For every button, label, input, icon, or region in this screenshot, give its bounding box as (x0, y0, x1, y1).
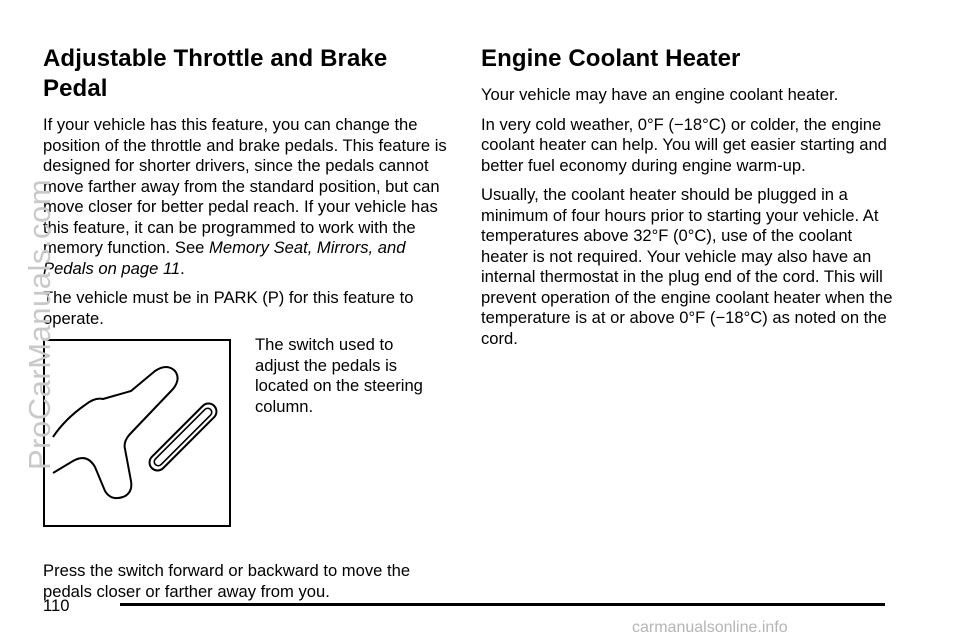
right-column (481, 44, 901, 358)
paragraph-end: . (180, 258, 185, 278)
pedal-switch-figure (43, 335, 453, 551)
throttle-brake-paragraph-1 (43, 115, 453, 279)
pedal-switch-illustration (43, 339, 231, 527)
throttle-brake-paragraph-3: Press the switch forward or backward to move the pedals closer or farther away from you. (43, 561, 411, 601)
paragraph-text: If your vehicle has this feature, you can change the position of the throttle and brake pedals. This feature is designed for shorter drivers, since the pedals cannot move farther away from the standard position, but can move closer for better pedal reach. If your vehicle has this feature, it can be programmed to work with the memory function. See (43, 115, 447, 257)
memory-seat-reference-link[interactable]: Memory Seat, Mirrors, and Pedals on page 11 (43, 238, 406, 278)
figure-caption: The switch used to adjust the pedals is located on the steering column. (255, 335, 423, 416)
bottom-watermark: carmanualsonline.info (632, 619, 788, 636)
coolant-heater-paragraph-1: Your vehicle may have an engine coolant heater. (481, 85, 839, 104)
section-title-throttle-brake: Adjustable Throttle and Brake Pedal (43, 45, 388, 102)
coolant-heater-paragraph-3: Usually, the coolant heater should be plugged in a minimum of four hours prior to starting your vehicle. At temperatures above 32°F (0°C), use of the coolant heater is not required. Your vehicle may also have an internal thermostat in the plug end of the cord. This will prevent operation of the engine coolant heater when the temperature is at or above 0°F (−18°C) as noted on the cord. (481, 185, 893, 348)
throttle-brake-paragraph-2: The vehicle must be in PARK (P) for this feature to operate. (43, 288, 414, 328)
footer-divider (120, 603, 885, 606)
left-column (43, 44, 453, 611)
coolant-heater-paragraph-2: In very cold weather, 0°F (−18°C) or colder, the engine coolant heater can help. You will get easier starting and better fuel economy during engine warm-up. (481, 114, 887, 175)
side-watermark: ProCarManuals.com (22, 178, 57, 470)
page-number: 110 (43, 596, 70, 615)
section-title-coolant-heater: Engine Coolant Heater (481, 45, 741, 72)
pedal-switch-icon (45, 341, 229, 525)
